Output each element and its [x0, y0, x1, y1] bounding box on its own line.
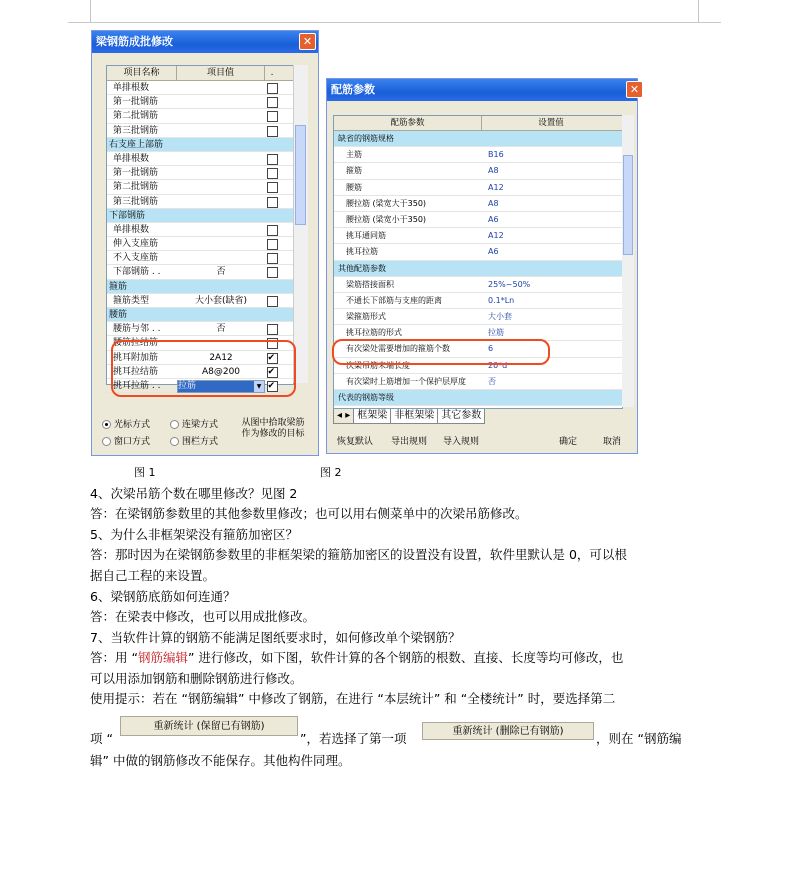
param-value[interactable]: A12	[488, 231, 504, 241]
chevron-down-icon[interactable]: ▼	[254, 381, 264, 392]
radio-dot	[170, 420, 179, 429]
row-value: A8@200	[201, 366, 241, 377]
tab-nav-arrows[interactable]: ◂ ▸	[333, 409, 354, 424]
page-corner-mark-left	[68, 0, 91, 23]
rebar-edit-highlight: 钢筋编辑	[137, 650, 188, 665]
row-value	[177, 251, 265, 264]
grid-row[interactable]	[107, 152, 293, 166]
answer-7-line1	[90, 648, 700, 669]
param-value[interactable]	[482, 261, 620, 276]
param-row[interactable]	[334, 228, 622, 244]
dialog2-tabs	[333, 409, 631, 423]
param-name: 有次梁处需要增加的箍筋个数	[346, 344, 450, 354]
answer-5-line1: 答：那时因为在梁钢筋参数里的非框架梁的箍筋加密区的设置没有设置，软件里默认是 0，可以根	[90, 547, 627, 562]
row-checkbox[interactable]	[267, 267, 278, 278]
dialog1-scroll-thumb[interactable]	[295, 125, 306, 225]
row-check-cell	[265, 251, 279, 264]
radio-label: 窗口方式	[114, 437, 151, 447]
row-name: 第一批钢筋	[113, 97, 159, 108]
tab-non-frame-beam[interactable]: 非框架梁	[390, 409, 438, 424]
row-name: 第三批钢筋	[113, 125, 159, 136]
row-checkbox[interactable]	[267, 296, 278, 307]
param-value[interactable]	[482, 131, 620, 146]
dialog2-title: 配筋参数	[331, 83, 375, 96]
param-value[interactable]: 拉筋	[488, 328, 504, 338]
radio-dot	[102, 437, 111, 446]
tip-line3: 辑” 中做的钢筋修改不能保存。其他构件同理。	[90, 753, 351, 768]
param-row[interactable]	[334, 163, 622, 179]
row-name: 单排根数	[113, 224, 150, 235]
figure1-caption: 图 1	[134, 466, 156, 479]
param-row[interactable]	[334, 196, 622, 212]
row-value	[177, 209, 265, 222]
answer-7-suffix: ” 进行修改，如下图，软件计算的各个钢筋的根数、直接、长度等均可修改，也	[187, 650, 624, 665]
ok-button[interactable]: 确定	[559, 437, 578, 447]
row-name: 下部钢筋 . .	[113, 267, 161, 278]
param-name: 次梁吊筋末端长度	[346, 360, 410, 370]
grid-row[interactable]	[107, 223, 293, 237]
row-name: 第二批钢筋	[113, 111, 159, 122]
param-name: 主筋	[346, 150, 362, 160]
row-value	[177, 109, 265, 122]
grid-row[interactable]	[107, 166, 293, 180]
grid-row[interactable]	[107, 265, 293, 279]
row-value	[177, 166, 265, 179]
row-name: 腰筋拉结筋	[113, 338, 159, 349]
row-checkbox[interactable]	[267, 225, 278, 236]
dialog2-close-button[interactable]: ✕	[626, 81, 643, 98]
row-name: 挑耳附加筋	[113, 352, 159, 363]
grid-row[interactable]	[107, 195, 293, 209]
export-rules-button[interactable]: 导出规则	[391, 437, 428, 447]
answer-6: 答：在梁表中修改，也可以用成批修改。	[90, 609, 316, 624]
row-value: 否	[216, 324, 226, 335]
row-checkbox[interactable]	[267, 126, 278, 137]
row-name: 第二批钢筋	[113, 182, 159, 193]
answer-7-prefix: 答：用 “	[90, 650, 138, 665]
row-check-cell	[265, 81, 279, 94]
tip-line2-a: 项 “	[90, 731, 113, 746]
pick-button-label: 从图中拾取梁筋 作为修改的目标	[241, 418, 305, 439]
row-check-cell	[265, 280, 279, 293]
dialog2-header-param: 配筋参数	[334, 116, 482, 130]
highlight-ring-fig1	[111, 340, 296, 397]
row-value	[177, 95, 265, 108]
param-value[interactable]: A8	[488, 198, 499, 208]
radio-dot	[170, 437, 179, 446]
dialog2-titlebar	[327, 79, 640, 101]
row-value	[177, 180, 265, 193]
figure2-caption: 图 2	[320, 466, 342, 479]
row-checkbox[interactable]	[267, 182, 278, 193]
highlight-ring-fig2	[332, 339, 550, 365]
row-value: 大小套(缺省)	[194, 295, 248, 306]
dialog2-header-value: 设置值	[538, 118, 564, 128]
row-check-cell	[265, 166, 279, 179]
param-value[interactable]	[482, 390, 620, 405]
grid-row[interactable]	[107, 95, 293, 109]
grid-section-row[interactable]	[107, 209, 293, 223]
row-name: 腰筋	[109, 310, 128, 320]
row-name: 不入支座筋	[113, 253, 159, 264]
question-4: 4、次梁吊筋个数在哪里修改？见图 2	[90, 486, 298, 501]
param-value[interactable]: A6	[488, 214, 499, 224]
param-value[interactable]: B16	[488, 150, 504, 160]
param-value[interactable]: 25%~50%	[488, 279, 531, 289]
param-name: 代表的钢筋等级	[338, 393, 394, 402]
dialog1-header-check: .	[270, 68, 274, 78]
row-name: 下部钢筋	[109, 210, 146, 221]
param-name: 腰筋	[346, 182, 362, 192]
param-name: 腰拉筋 (梁宽大于350)	[346, 198, 427, 208]
row-checkbox[interactable]	[267, 239, 278, 250]
dialog2-scroll-thumb[interactable]	[623, 155, 633, 255]
row-check-cell	[265, 322, 279, 335]
row-name: 单排根数	[113, 153, 150, 164]
row-name: 腰筋与邻 . .	[113, 324, 161, 335]
grid-row[interactable]	[107, 237, 293, 251]
row-value	[177, 223, 265, 236]
param-name: 梁箍筋形式	[346, 312, 386, 322]
param-row[interactable]	[334, 147, 622, 163]
page-corner-mark-right	[698, 0, 721, 23]
row-check-cell	[265, 209, 279, 222]
param-name: 挑耳拉筋	[346, 247, 378, 257]
radio-label: 连梁方式	[182, 420, 219, 430]
dialog1-property-grid	[106, 65, 294, 391]
radio-label: 光标方式	[114, 420, 151, 430]
row-name: 挑耳拉筋 . .	[113, 380, 161, 391]
param-value[interactable]: 20*d	[488, 360, 508, 370]
row-checkbox[interactable]	[267, 197, 278, 208]
param-name: 缺省的钢筋规格	[338, 134, 394, 143]
row-check-cell	[265, 223, 279, 236]
dialog1-scrollbar[interactable]	[293, 65, 308, 383]
row-name: 第一批钢筋	[113, 168, 159, 179]
dialog2-grid-header	[334, 116, 622, 131]
param-name: 腰拉筋 (梁宽小于350)	[346, 214, 427, 224]
page-top-rule	[90, 22, 698, 23]
dialog1-header-name: 项目名称	[107, 66, 177, 80]
row-check-cell	[265, 195, 279, 208]
row-name: 伸入支座筋	[113, 239, 159, 250]
row-check-cell	[265, 237, 279, 250]
row-checkbox[interactable]	[267, 97, 278, 108]
param-row[interactable]	[334, 180, 622, 196]
tip-line1: 使用提示：若在 “钢筋编辑” 中修改了钢筋，在进行 “本层统计” 和 “全楼统计” 时，要选择第二	[90, 691, 616, 706]
row-name: 右支座上部筋	[109, 139, 164, 150]
grid-row[interactable]	[107, 124, 293, 138]
dialog1-header-value: 项目值	[177, 66, 265, 80]
row-check-cell	[265, 152, 279, 165]
answer-4: 答：在梁钢筋参数里的其他参数里修改；也可以用右侧菜单中的次梁吊筋修改。	[90, 506, 528, 521]
param-value[interactable]: A6	[488, 247, 499, 257]
grid-row[interactable]	[107, 251, 293, 265]
param-name: 箍筋	[346, 166, 362, 176]
param-name: 挑耳通同筋	[346, 231, 386, 241]
question-5: 5、为什么非框架梁没有箍筋加密区？	[90, 527, 298, 542]
recount-delete-button[interactable]: 重新统计 (删除已有钢筋)	[422, 722, 594, 740]
row-value	[177, 152, 265, 165]
param-name: 梁筋搭接面积	[346, 279, 394, 289]
radio-link-beam-mode[interactable]	[170, 417, 218, 430]
row-name: 箍筋	[109, 281, 128, 292]
pick-from-drawing-button[interactable]	[232, 418, 314, 444]
row-check-cell	[265, 180, 279, 193]
param-name: 其他配筋参数	[338, 263, 386, 273]
dialog1-titlebar	[92, 31, 318, 53]
row-value	[177, 124, 265, 137]
grid-row[interactable]	[107, 81, 293, 95]
combo-text: 拉筋	[178, 380, 197, 391]
param-value[interactable]: A12	[488, 182, 504, 192]
row-value	[177, 237, 265, 250]
dialog1-close-button[interactable]: ✕	[299, 33, 316, 50]
param-value[interactable]: 6	[488, 344, 494, 354]
radio-label: 围栏方式	[182, 437, 219, 447]
row-check-cell	[265, 138, 279, 151]
answer-7-line2: 可以用添加钢筋和删除钢筋进行修改。	[90, 671, 303, 686]
param-name: 有次梁时上筋增加一个保护层厚度	[346, 376, 466, 386]
tab-other-params[interactable]: 其它参数	[437, 409, 485, 424]
tip-line2-c: ，则在 “钢筋编	[596, 731, 682, 746]
row-value: 否	[216, 267, 226, 278]
recount-keep-button[interactable]: 重新统计 (保留已有钢筋)	[120, 716, 298, 736]
dialog1-grid-header	[107, 66, 293, 81]
radio-window-mode[interactable]	[102, 434, 150, 447]
grid-row[interactable]	[107, 180, 293, 194]
row-checkbox[interactable]	[267, 324, 278, 335]
answer-5-line2: 据自己工程的来设置。	[90, 568, 216, 583]
row-check-cell	[265, 265, 279, 278]
question-7: 7、当软件计算的钢筋不能满足图纸要求时，如何修改单个梁钢筋？	[90, 630, 461, 645]
param-value[interactable]: 0.1*Ln	[488, 295, 515, 305]
param-value[interactable]: 否	[488, 376, 496, 386]
row-check-cell	[265, 308, 279, 321]
row-value	[177, 138, 265, 151]
question-6: 6、梁钢筋底筋如何连通？	[90, 589, 236, 604]
row-name: 挑耳拉结筋	[113, 366, 159, 377]
param-row[interactable]	[334, 374, 622, 390]
dialog1-title: 梁钢筋成批修改	[96, 35, 173, 48]
param-section-row[interactable]	[334, 261, 622, 277]
grid-row[interactable]	[107, 294, 293, 308]
param-row[interactable]	[334, 293, 622, 309]
row-value: 2A12	[209, 352, 233, 363]
row-value	[177, 81, 265, 94]
radio-fence-mode[interactable]	[170, 434, 218, 447]
row-name: 单排根数	[113, 83, 150, 93]
row-check-cell	[265, 109, 279, 122]
row-checkbox[interactable]	[267, 168, 278, 179]
param-value[interactable]: 大小套	[488, 312, 512, 322]
dialog2-scrollbar[interactable]	[622, 115, 634, 407]
tab-frame-beam[interactable]: 框架梁	[353, 409, 391, 424]
param-row[interactable]	[334, 212, 622, 228]
param-section-row[interactable]	[334, 131, 622, 147]
row-name: 第三批钢筋	[113, 196, 159, 207]
param-name: 挑耳拉筋的形式	[346, 328, 402, 338]
row-value	[177, 195, 265, 208]
import-rules-button[interactable]: 导入规则	[443, 437, 480, 447]
row-value	[177, 308, 265, 321]
row-checkbox[interactable]	[267, 154, 278, 165]
row-checkbox[interactable]	[267, 253, 278, 264]
grid-row[interactable]	[107, 109, 293, 123]
param-value[interactable]: A8	[488, 166, 499, 176]
row-check-cell	[265, 124, 279, 137]
tip-line2-b: ”，若选择了第一项	[300, 731, 407, 746]
param-row[interactable]	[334, 277, 622, 293]
row-value	[177, 280, 265, 293]
cancel-button[interactable]: 取消	[603, 437, 622, 447]
row-check-cell	[265, 294, 279, 307]
row-check-cell	[265, 95, 279, 108]
param-row[interactable]	[334, 244, 622, 260]
param-name: 不通长下部筋与支座的距离	[346, 295, 442, 305]
param-row[interactable]	[334, 309, 622, 325]
row-name: 箍筋类型	[113, 295, 150, 306]
restore-defaults-button[interactable]: 恢复默认	[337, 437, 374, 447]
rebar-params-dialog	[326, 78, 638, 454]
radio-cursor-mode[interactable]	[102, 417, 150, 430]
row-checkbox[interactable]	[267, 83, 278, 94]
grid-row[interactable]	[107, 322, 293, 336]
grid-section-row[interactable]	[107, 138, 293, 152]
grid-section-row[interactable]	[107, 308, 293, 322]
grid-section-row[interactable]	[107, 280, 293, 294]
row-checkbox[interactable]	[267, 111, 278, 122]
param-section-row[interactable]	[334, 390, 622, 406]
radio-dot	[102, 420, 111, 429]
